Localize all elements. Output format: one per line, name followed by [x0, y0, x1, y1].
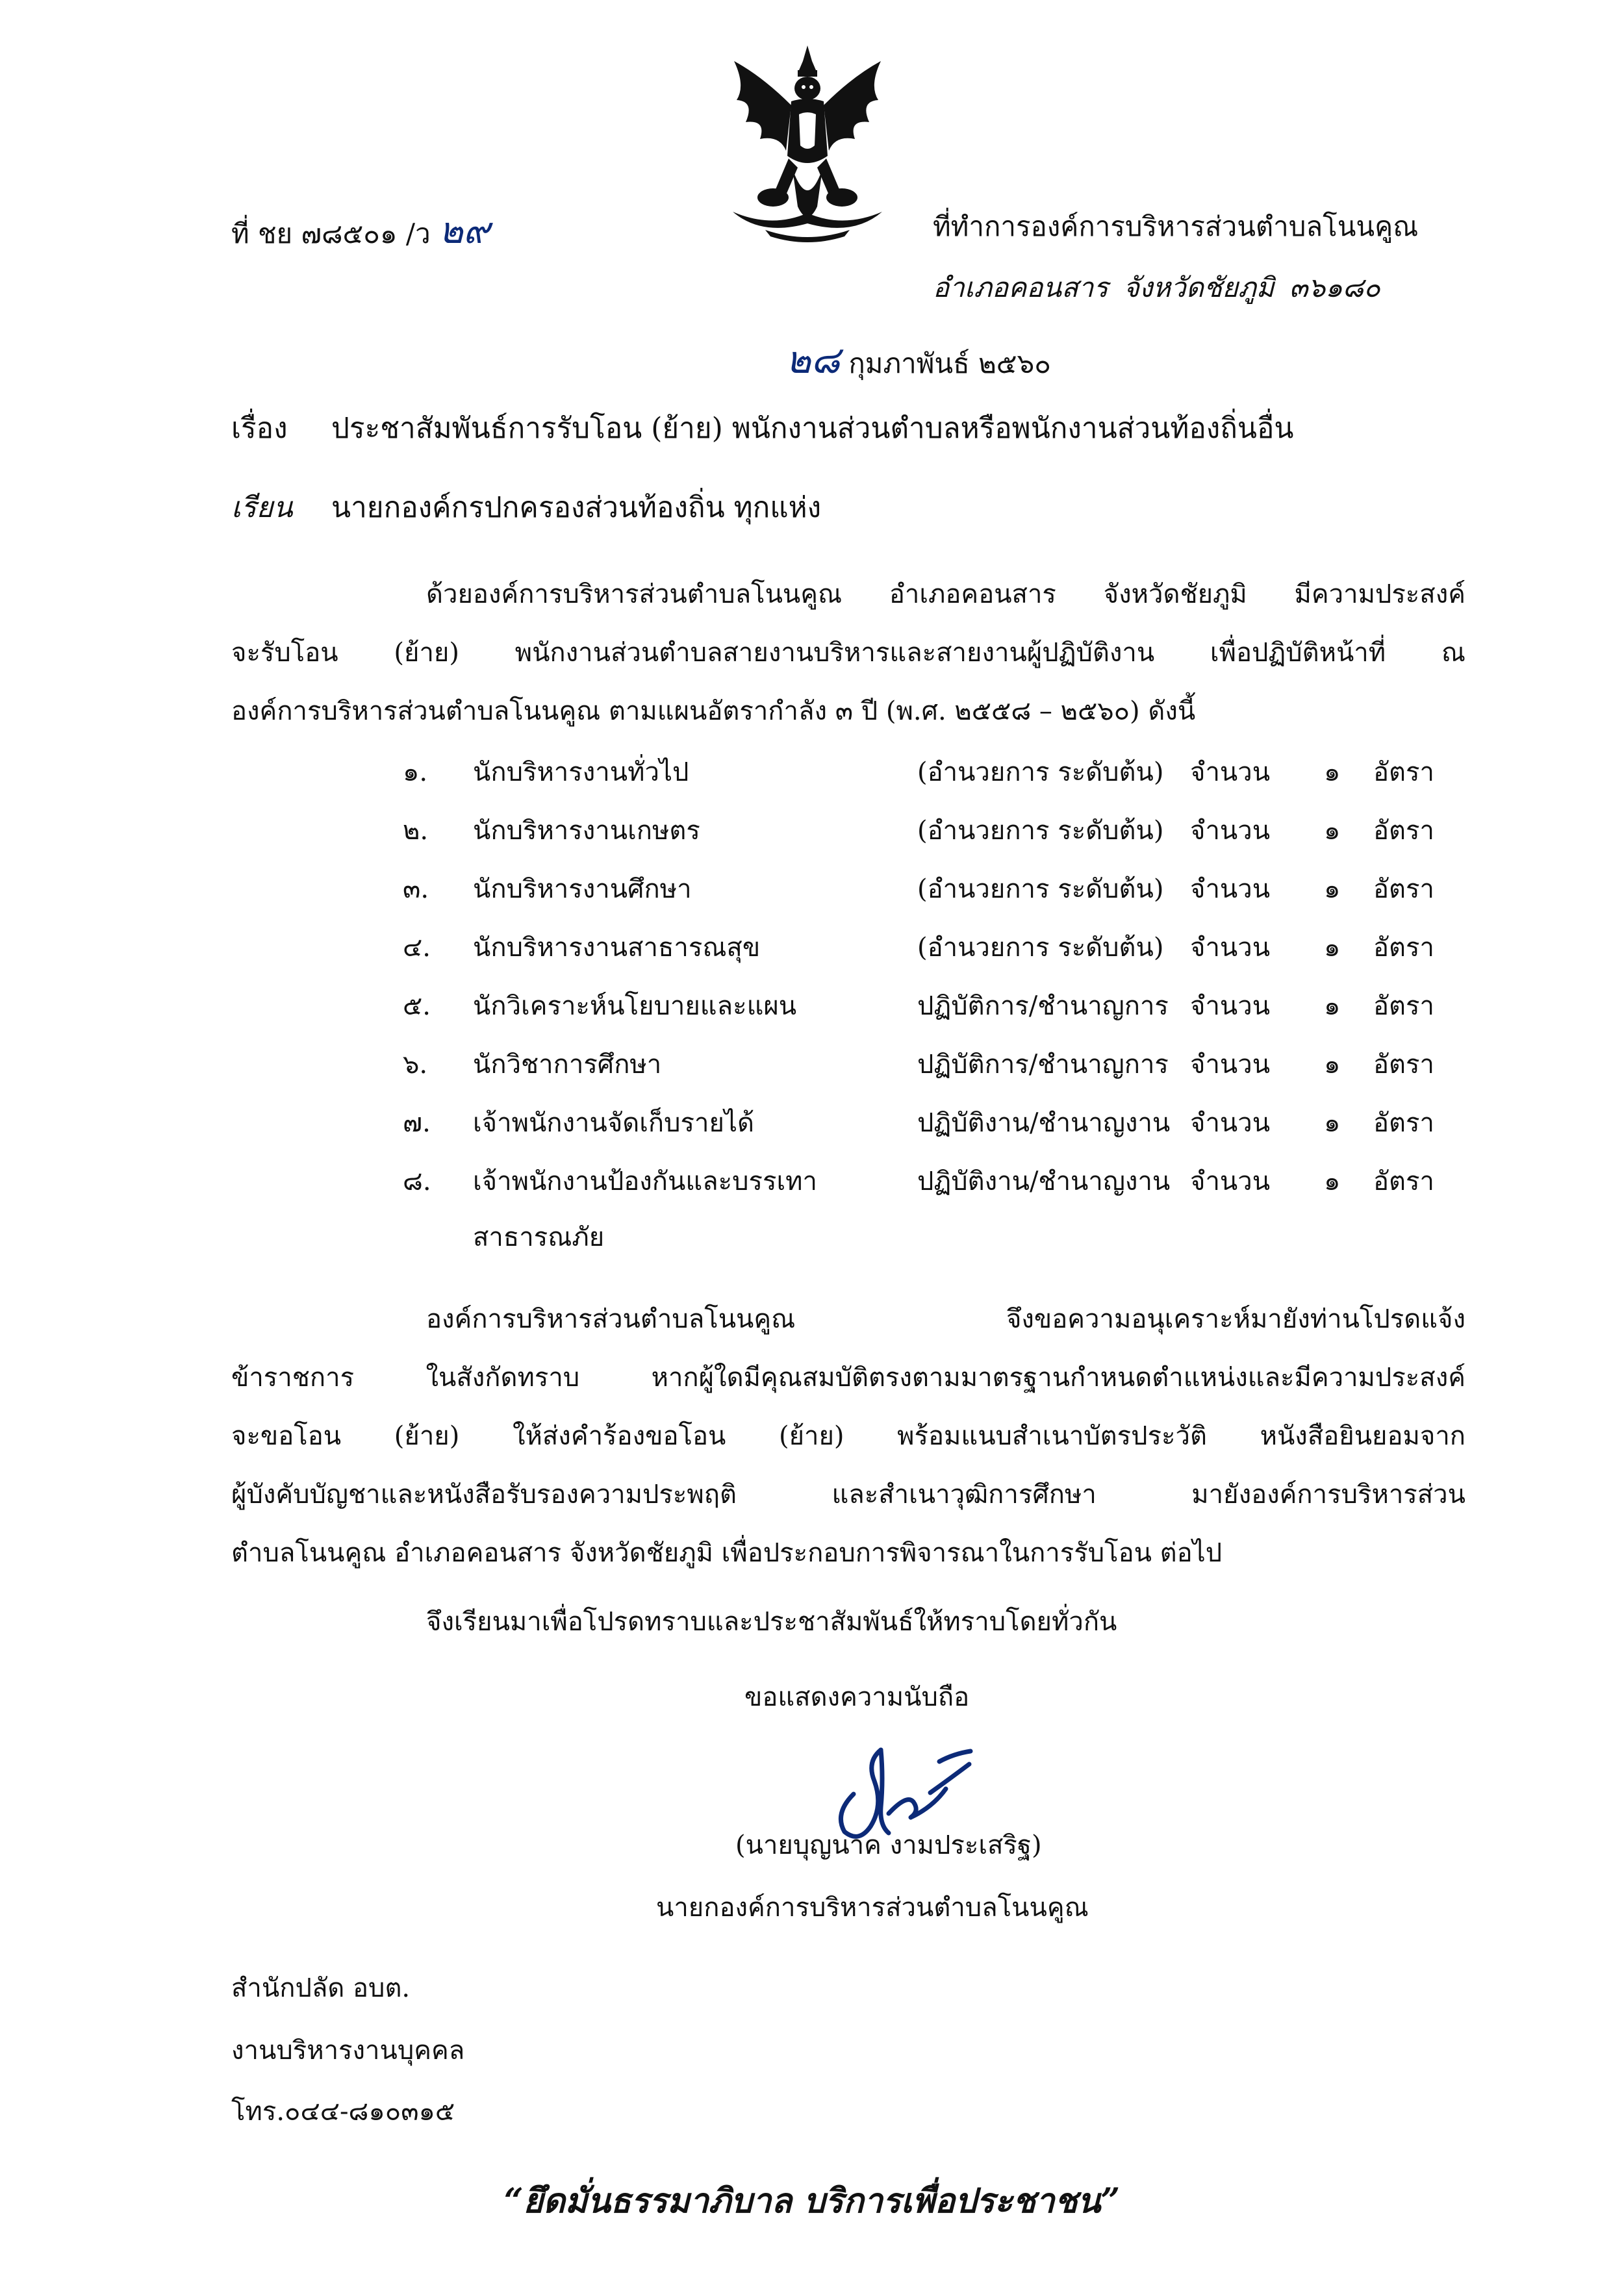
position-title: นักบริหารงานศึกษา: [473, 874, 692, 904]
position-number: ๗.: [403, 1108, 431, 1138]
position-number: ๒.: [403, 816, 429, 846]
position-level: ปฏิบัติงาน/ชำนาญงาน: [917, 1108, 1171, 1138]
signer-name: (นายบุญนาค งามประเสริฐ): [735, 1830, 1042, 1860]
position-number: ๓.: [403, 874, 429, 904]
position-level: (อำนวยการ ระดับต้น): [917, 816, 1164, 846]
letter-date: [786, 338, 1051, 383]
body-2-line-3: จะขอโอน (ย้าย) ให้ส่งคำร้องขอโอน (ย้าย) พร้อมแนบสำเนาบัตรประวัติ หนังสือยินยอมจาก: [231, 1421, 1465, 1451]
office-name: ที่ทำการองค์การบริหารส่วนตำบลโนนคูณ: [933, 210, 1419, 242]
position-unit: อัตรา: [1373, 991, 1434, 1021]
body-1-line-1: ด้วยองค์การบริหารส่วนตำบลโนนคูณ อำเภอคอนสาร จังหวัดชัยภูมิ มีความประสงค์: [426, 579, 1465, 609]
position-unit: อัตรา: [1373, 1167, 1434, 1196]
position-count-label: จำนวน: [1190, 874, 1271, 904]
closing-regards: ขอแสดงความนับถือ: [744, 1682, 970, 1712]
recipient-text: นายกองค์กรปกครองส่วนท้องถิ่น ทุกแห่ง: [331, 491, 822, 524]
position-count: ๑: [1324, 1167, 1341, 1196]
position-level: (อำนวยการ ระดับต้น): [917, 933, 1164, 963]
body-1-line-3: องค์การบริหารส่วนตำบลโนนคูณ ตามแผนอัตรากำลัง ๓ ปี (พ.ศ. ๒๕๕๘ – ๒๕๖๐) ดังนี้: [231, 696, 1196, 726]
office-address: อำเภอคอนสาร จังหวัดชัยภูมิ ๓๖๑๘๐: [933, 272, 1380, 303]
position-level: ปฏิบัติการ/ชำนาญการ: [917, 991, 1169, 1021]
position-count: ๑: [1324, 874, 1341, 904]
signer-title: นายกองค์การบริหารส่วนตำบลโนนคูณ: [656, 1893, 1089, 1923]
date-handwritten: ๒๘: [786, 338, 840, 382]
position-count: ๑: [1324, 1050, 1341, 1080]
garuda-emblem-icon: [700, 42, 915, 249]
position-row: [0, 985, 1624, 1043]
position-unit: อัตรา: [1373, 757, 1434, 787]
position-unit: อัตรา: [1373, 933, 1434, 963]
date-month-year: กุมภาพันธ์ ๒๕๖๐: [848, 348, 1051, 379]
reference-number: [231, 209, 490, 253]
position-count-label: จำนวน: [1190, 1050, 1271, 1080]
position-count-label: จำนวน: [1190, 1167, 1271, 1196]
position-number: ๖.: [403, 1050, 428, 1080]
subject-label: เรื่อง: [231, 412, 288, 445]
position-count: ๑: [1324, 933, 1341, 963]
position-number: ๘.: [403, 1167, 431, 1196]
motto: “ยึดมั่นธรรมาภิบาล บริการเพื่อประชาชน”: [503, 2181, 1121, 2221]
position-count: ๑: [1324, 816, 1341, 846]
reference-prefix: ที่ ชย ๗๘๕๐๑ /ว: [231, 218, 431, 249]
position-count-label: จำนวน: [1190, 757, 1271, 787]
position-unit: อัตรา: [1373, 1108, 1434, 1138]
position-level: ปฏิบัติการ/ชำนาญการ: [917, 1050, 1169, 1080]
position-count-label: จำนวน: [1190, 816, 1271, 846]
position-row: [0, 1043, 1624, 1102]
position-unit: อัตรา: [1373, 816, 1434, 846]
position-title: นักวิชาการศึกษา: [473, 1050, 662, 1080]
body-2-line-4: ผู้บังคับบัญชาและหนังสือรับรองความประพฤติ และสำเนาวุฒิการศึกษา มายังองค์การบริหารส่วน: [231, 1480, 1465, 1510]
reference-handwritten: ๒๙: [439, 210, 490, 252]
position-title: นักวิเคราะห์นโยบายและแผน: [473, 991, 797, 1021]
contact-phone: โทร.๐๔๔-๘๑๐๓๑๕: [231, 2097, 455, 2127]
contact-office: สำนักปลัด อบต.: [231, 1973, 411, 2003]
position-count-label: จำนวน: [1190, 991, 1271, 1021]
position-count: ๑: [1324, 757, 1341, 787]
subject-text: ประชาสัมพันธ์การรับโอน (ย้าย) พนักงานส่วนตำบลหรือพนักงานส่วนท้องถิ่นอื่น: [331, 412, 1294, 445]
body-2-line-1: องค์การบริหารส่วนตำบลโนนคูณ จึงขอความอนุเคราะห์มายังท่านโปรดแจ้ง: [426, 1304, 1465, 1334]
position-title: นักบริหารงานเกษตร: [473, 816, 700, 846]
position-title: เจ้าพนักงานจัดเก็บรายได้: [473, 1108, 755, 1138]
body-2-line-5: ตำบลโนนคูณ อำเภอคอนสาร จังหวัดชัยภูมิ เพื่อประกอบการพิจารณาในการรับโอน ต่อไป: [231, 1538, 1223, 1568]
position-title: นักบริหารงานสาธารณสุข: [473, 933, 761, 963]
position-title: นักบริหารงานทั่วไป: [473, 757, 689, 787]
position-title: เจ้าพนักงานป้องกันและบรรเทา: [473, 1167, 817, 1196]
position-count-label: จำนวน: [1190, 933, 1271, 963]
position-row: [0, 1160, 1624, 1219]
position-count: ๑: [1324, 991, 1341, 1021]
body-paragraph-1: [231, 565, 1465, 740]
position-unit: อัตรา: [1373, 1050, 1434, 1080]
contact-section: งานบริหารงานบุคคล: [231, 2036, 465, 2066]
position-count-label: จำนวน: [1190, 1108, 1271, 1138]
position-level: (อำนวยการ ระดับต้น): [917, 874, 1164, 904]
position-number: ๔.: [403, 933, 431, 963]
position-unit: อัตรา: [1373, 874, 1434, 904]
position-count: ๑: [1324, 1108, 1341, 1138]
position-number: ๕.: [403, 991, 431, 1021]
body-1-line-2: จะรับโอน (ย้าย) พนักงานส่วนตำบลสายงานบริหารและสายงานผู้ปฏิบัติงาน เพื่อปฏิบัติหน้าที่ ณ: [231, 638, 1465, 668]
position-8-continuation: สาธารณภัย: [473, 1222, 605, 1252]
recipient-label: เรียน: [231, 491, 293, 524]
position-number: ๑.: [403, 757, 428, 787]
position-row: [0, 1102, 1624, 1160]
position-row: [0, 926, 1624, 985]
position-row: [0, 751, 1624, 809]
body-2-line-2: ข้าราชการ ในสังกัดทราบ หากผู้ใดมีคุณสมบัติตรงตามมาตรฐานกำหนดตำแหน่งและมีความประสงค์: [231, 1363, 1465, 1393]
position-level: ปฏิบัติงาน/ชำนาญงาน: [917, 1167, 1171, 1196]
position-row: [0, 809, 1624, 868]
position-row: [0, 868, 1624, 926]
body-paragraph-2: [231, 1290, 1465, 1582]
position-level: (อำนวยการ ระดับต้น): [917, 757, 1164, 787]
closing-request: จึงเรียนมาเพื่อโปรดทราบและประชาสัมพันธ์ให้ทราบโดยทั่วกัน: [426, 1607, 1117, 1637]
